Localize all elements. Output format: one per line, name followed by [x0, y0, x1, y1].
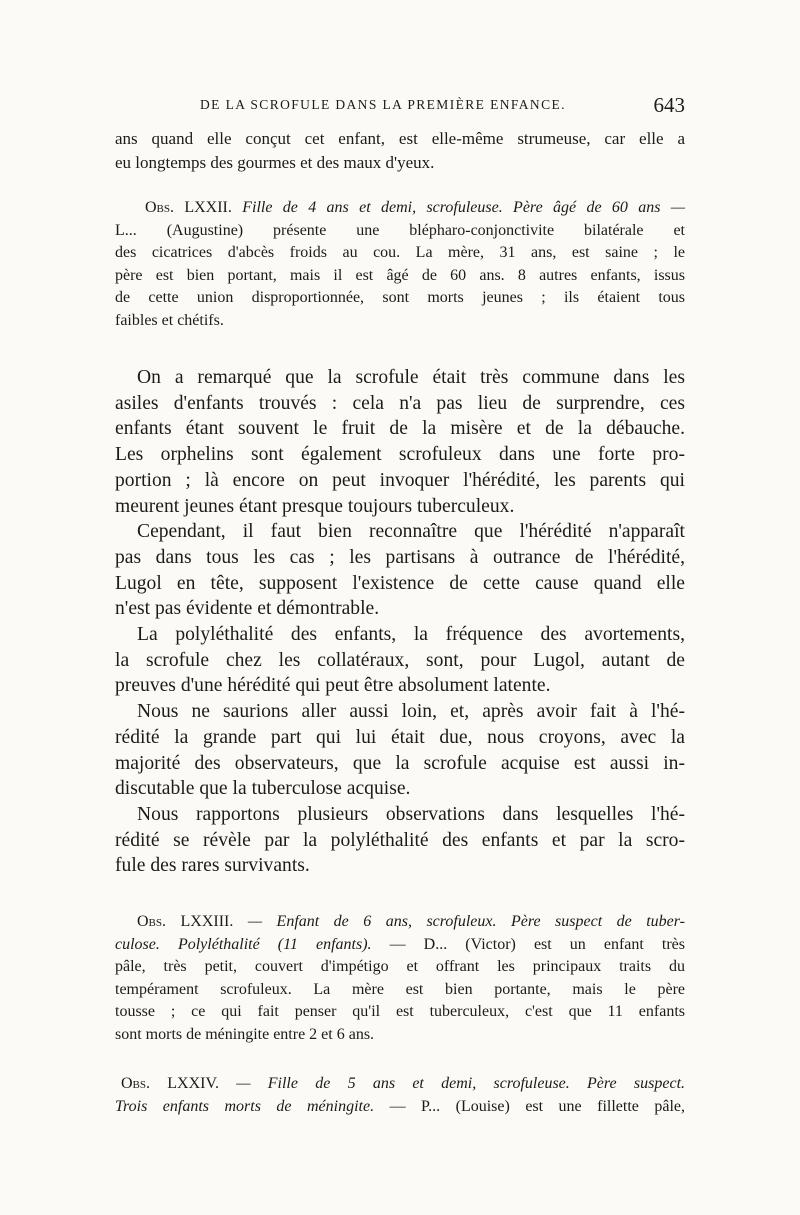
observation-label: Obs. LXXIV.	[121, 1075, 219, 1092]
text-line: Nous rapportons plusieurs observations dans lesquelles l'hé-	[137, 803, 685, 825]
text-line: asiles d'enfants trouvés : cela n'a pas lieu de surprendre, ces	[115, 392, 685, 414]
text-fragment: — P... (Louise) est une fillette pâle,	[374, 1097, 686, 1115]
observation-heading	[115, 1073, 685, 1096]
text-line: Lugol en tête, supposent l'existence de cette cause quand elle	[115, 572, 685, 594]
text-line: des cicatrices d'abcès froids au cou. La mère, 31 ans, est saine ; le	[115, 244, 685, 261]
text-line: tempérament scrofuleux. La mère est bien portante, mais le père	[115, 980, 685, 998]
observation-73	[115, 911, 685, 1046]
observation-heading	[115, 911, 685, 934]
text-line: majorité des observateurs, que la scrofule acquise est aussi in-	[115, 752, 685, 774]
observation-72	[115, 197, 685, 332]
text-fragment: — D... (Victor) est un enfant très	[371, 935, 685, 953]
text-line: n'est pas évidente et démontrable.	[115, 598, 380, 620]
observation-title: — Fille de 5 ans et demi, scrofuleuse. Père suspect.	[236, 1075, 686, 1092]
text-line: L... (Augustine) présente une blépharo-conjonctivite bilatérale et	[115, 221, 685, 239]
running-title: DE LA SCROFULE DANS LA PREMIÈRE ENFANCE.	[200, 97, 566, 112]
text-line: meurent jeunes étant presque toujours tuberculeux.	[115, 495, 515, 517]
text-line: On a remarqué que la scrofule était très commune dans les	[137, 367, 685, 388]
text-line: faibles et chétifs.	[115, 311, 224, 329]
text-line: La polyléthalité des enfants, la fréquence des avortements,	[137, 624, 685, 646]
observation-title: Fille de 4 ans et demi, scrofuleuse. Père âgé de 60 ans —	[242, 199, 685, 216]
observation-label: Obs. LXXII.	[145, 199, 232, 216]
text-line: discutable que la tuberculose acquise.	[115, 778, 411, 800]
text-line: pas dans tous les cas ; les partisans à outrance de l'hérédité,	[115, 546, 685, 568]
text-line: père est bien portant, mais il est âgé de 60 ans. 8 autres enfants, issus	[115, 266, 685, 284]
text-line: Les orphelins sont également scrofuleux dans une forte pro-	[115, 444, 685, 466]
page-number: 643	[653, 93, 685, 117]
text-line: Nous ne saurions aller aussi loin, et, après avoir fait à l'hé-	[137, 701, 685, 723]
text-line: fule des rares survivants.	[115, 855, 310, 877]
text-line: ans quand elle conçut cet enfant, est elle-même strumeuse, car elle a	[115, 129, 685, 148]
text-line: de cette union disproportionnée, sont morts jeunes ; ils étaient tous	[115, 289, 685, 306]
text-line: tousse ; ce qui fait penser qu'il est tuberculeux, c'est que 11 enfants	[115, 1003, 685, 1020]
text-line: la scrofule chez les collatéraux, sont, pour Lugol, autant de	[115, 649, 685, 671]
text-line: portion ; là encore on peut invoquer l'hérédité, les parents qui	[115, 469, 685, 491]
text-line: eu longtemps des gourmes et des maux d'yeux.	[115, 153, 435, 172]
intro-paragraph	[115, 127, 685, 175]
text-line: preuves d'une hérédité qui peut être absolument latente.	[115, 675, 551, 697]
text-line	[115, 1096, 685, 1119]
main-text	[115, 365, 685, 879]
observation-title-cont: Trois enfants morts de méningite.	[115, 1097, 375, 1115]
observation-label: Obs. LXXIII.	[137, 913, 234, 930]
observation-74	[115, 1073, 685, 1118]
text-line: enfants étant souvent le fruit de la misère et de la débauche.	[115, 418, 685, 440]
text-line	[115, 934, 685, 957]
text-line: pâle, très petit, couvert d'impétigo et offrant les principaux traits du	[115, 958, 685, 975]
text-line: rédité la grande part qui lui était due, nous croyons, avec la	[115, 726, 685, 748]
page-header	[110, 93, 685, 123]
text-line: Cependant, il faut bien reconnaître que l'hérédité n'apparaît	[137, 521, 685, 543]
text-line: sont morts de méningite entre 2 et 6 ans.	[115, 1025, 375, 1043]
observation-title-cont: culose. Polyléthalité (11 enfants).	[115, 935, 372, 953]
text-line: rédité se révèle par la polyléthalité des enfants et par la scro-	[115, 829, 685, 851]
observation-heading	[115, 197, 685, 220]
observation-title: — Enfant de 6 ans, scrofuleux. Père suspect de tuber-	[247, 913, 685, 930]
